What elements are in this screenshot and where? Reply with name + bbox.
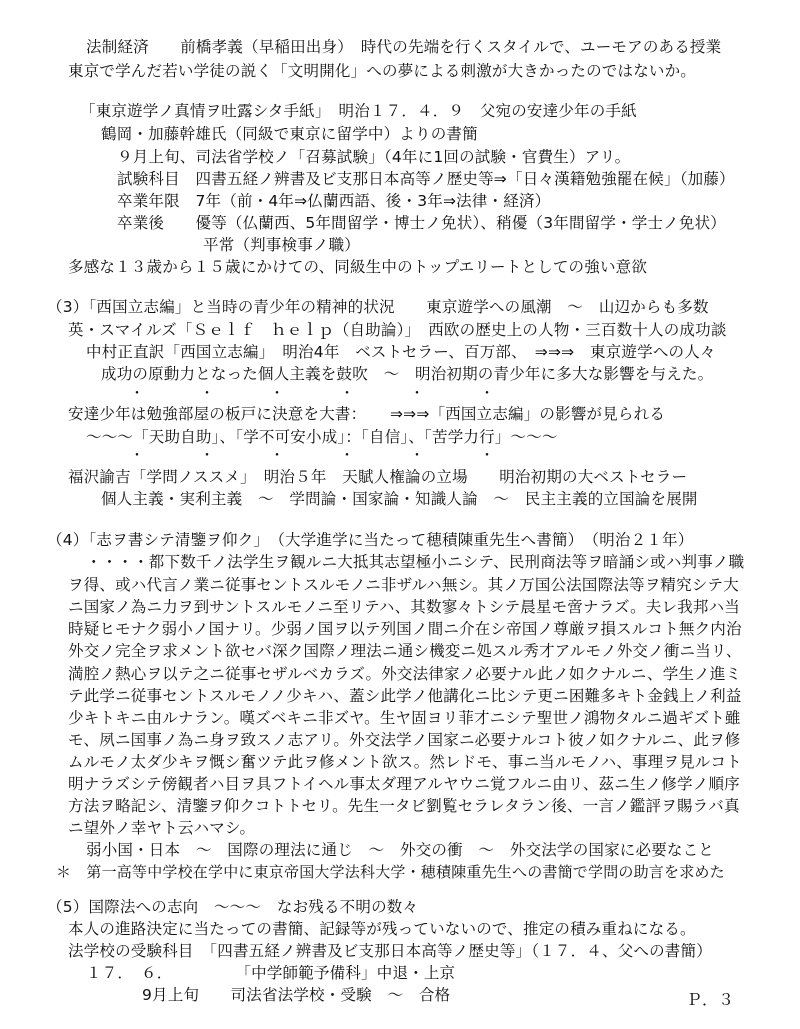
text-line: 本人の進路決定に当たっての書簡、記録等が残っていないので、推定の積み重ねになる。 (68, 920, 696, 938)
text-line: 法学校の受験科目 「四書五経ノ辨書及ビ支那日本高等ノ歴史等」（１７．４、父への書簡） (68, 942, 712, 960)
quote-line: テ此学ニ従事セントスルモノノ少キハ、蓋シ此学ノ他講化ニ比シテ更ニ困難多キト金銭上ノ利益 (68, 687, 742, 705)
quote-line: 方法ヲ略記シ、清鑒ヲ仰クコトトセリ。先生一タビ劉覧セラレタラン後、一言ノ鑑評ヲ賜ラバ真 (68, 797, 740, 815)
text-line: 英・スマイルズ「Ｓｅｌｆ ｈｅｌｐ（自助論）」 西欧の歴史上の人物・三百数十人の成功談 (68, 321, 727, 339)
text-line: ～～～「天助自助」、「学不可安小成」：「自信」、「苦学力行」～～～ (86, 428, 558, 446)
section-heading: （3）「西国立志編」と当時の青少年の精神的状況 東京遊学への風潮 ～ 山辺からも多数 (47, 298, 709, 316)
section-heading: （5）国際法への志向 ～～～ なお残る不明の数々 (47, 898, 419, 916)
text-line: 「東京遊学ノ真情ヲ吐露シタ手紙」 明治１７．４．９ 父宛の安達少年の手紙 (80, 102, 637, 120)
text-line: 平常（判事検事ノ職） (203, 236, 361, 254)
quote-line: ニ国家ノ為ニ力ヲ到サントスルモノニ至リテハ、其数寥々トシテ晨星モ啻ナラズ。夫レ我邦ハ当 (68, 598, 741, 616)
text-line: 中村正直訳「西国立志編」 明治4年 ベストセラー、百万部、 ⇒⇒⇒ 東京遊学への人々 (86, 343, 716, 361)
text-line: 9月上旬 司法省法学校・受験 ～ 合格 (142, 986, 451, 1004)
quote-line: ヲ得、或ハ代言ノ業ニ従事セントスルモノニ非ザルハ無シ。其ノ万国公法国際法等ヲ精究シテ大 (68, 576, 739, 594)
quote-line: ・・・・都下数千ノ法学生ヲ観ルニ大抵其志望極小ニシテ、民刑商法等ヲ暗誦シ或ハ判事ノ職 (86, 553, 745, 571)
dot-separator: ・ ・ ・ ・ ・ ・ (130, 448, 494, 464)
text-line: 安達少年は勉強部屋の板戸に決意を大書： ⇒⇒⇒「西国立志編」の影響が見られる (68, 405, 666, 423)
quote-line: モ、夙ニ国事ノ為ニ身ヲ致スノ志アリ。外交法学ノ国家ニ必要ナルコト彼ノ如クナルニ、此ヲ修 (68, 731, 741, 749)
page-number: Ｐ．３ (686, 990, 735, 1009)
text-line: 福沢諭吉「学問ノススメ」 明治５年 天賦人権論の立場 明治初期の大ベストセラー (68, 468, 688, 486)
quote-line: 時疑ヒモナク弱小ノ国ナリ。少弱ノ国ヲ以テ列国ノ間ニ介在シ帝国ノ尊厳ヲ損スルコト無ク内治 (68, 620, 742, 638)
note-line: ＊ 第一高等中学校在学中に東京帝国大学法科大学・穂積陳重先生への書簡で学問の助言を求めた (56, 863, 725, 881)
text-line: 試験科目 四書五経ノ辨書及ビ支那日本高等ノ歴史等⇒「日々漢籍勉強罷在候」（加藤） (117, 170, 735, 188)
quote-line: 少キトキニ由ルナラン。嘆ズベキニ非ズヤ。生ヤ固ヨリ菲才ニシテ聖世ノ鴻物タルニ過ギズト雖 (68, 709, 741, 727)
text-line: 個人主義・実利主義 ～ 学問論・国家論・知識人論 ～ 民主主義的立国論を展開 (101, 490, 698, 508)
text-line: 卒業後 優等（仏蘭西、5年間留学・博士ノ免状）、稍優（3年間留学・学士ノ免状） (117, 214, 726, 232)
text-line: 東京で学んだ若い学徒の説く「文明開化」への夢による刺激が大きかったのではないか。 (68, 62, 697, 80)
text-line: 成功の原動力となった個人主義を鼓吹 ～ 明治初期の青少年に多大な影響を与えた。 (101, 365, 714, 383)
section-heading: （4）「志ヲ書シテ清鑒ヲ仰ク」 （大学進学に当たって穂積陳重先生へ書簡） （明治２１年） (47, 531, 694, 549)
quote-line: ニ望外ノ幸ヤト云ハマシ。 (68, 819, 256, 837)
quote-line: 満腔ノ熱心ヲ以テ之ニ従事セザルベカラズ。外交法律家ノ必要ナル此ノ如クナルニ、学生ノ進ミ (68, 665, 742, 683)
quote-line: ムルモノ太ダ少キヲ慨シ奮ツテ此ヲ修メント欲ス。然レドモ、事ニ当ルモノハ、事理ヲ見ルコト (68, 753, 742, 771)
quote-line: 明ナラズシテ傍観者ハ目ヲ具フトイヘル事太ダ理アルヤウニ覚フルニ由リ、茲ニ生ノ修学ノ順序 (68, 775, 740, 793)
dot-separator: ・ ・ ・ ・ ・ ・ (130, 386, 494, 402)
text-line: 卒業年限 7年（前・4年⇒仏蘭西語、後・3年⇒法律・経済） (117, 192, 551, 210)
text-line: 多感な１３歳から１５歳にかけての、同級生中のトップエリートとしての強い意欲 (68, 258, 648, 276)
text-line: １７． ６． 「中学師範予備科」中退・上京 (86, 964, 456, 982)
text-line: 鶴岡・加藤幹雄氏（同級で東京に留学中）よりの書簡 (101, 125, 478, 143)
quote-line: 外交ノ完全ヲ求メント欲セバ深ク国際ノ理法ニ通シ機変ニ処スル秀才アルモノ外交ノ衝ニ当リ、 (68, 642, 742, 660)
text-line: ９月上旬、司法省学校ノ「召募試験」（4年に1回の試験・官費生）アリ。 (117, 148, 631, 166)
text-line: 弱小国・日本 ～ 国際の理法に通じ ～ 外交の衝 ～ 外交法学の国家に必要なこと (86, 841, 715, 859)
text-line: 法制経済 前橋孝義（早稲田出身） 時代の先端を行くスタイルで、ユーモアのある授業 (86, 38, 722, 56)
